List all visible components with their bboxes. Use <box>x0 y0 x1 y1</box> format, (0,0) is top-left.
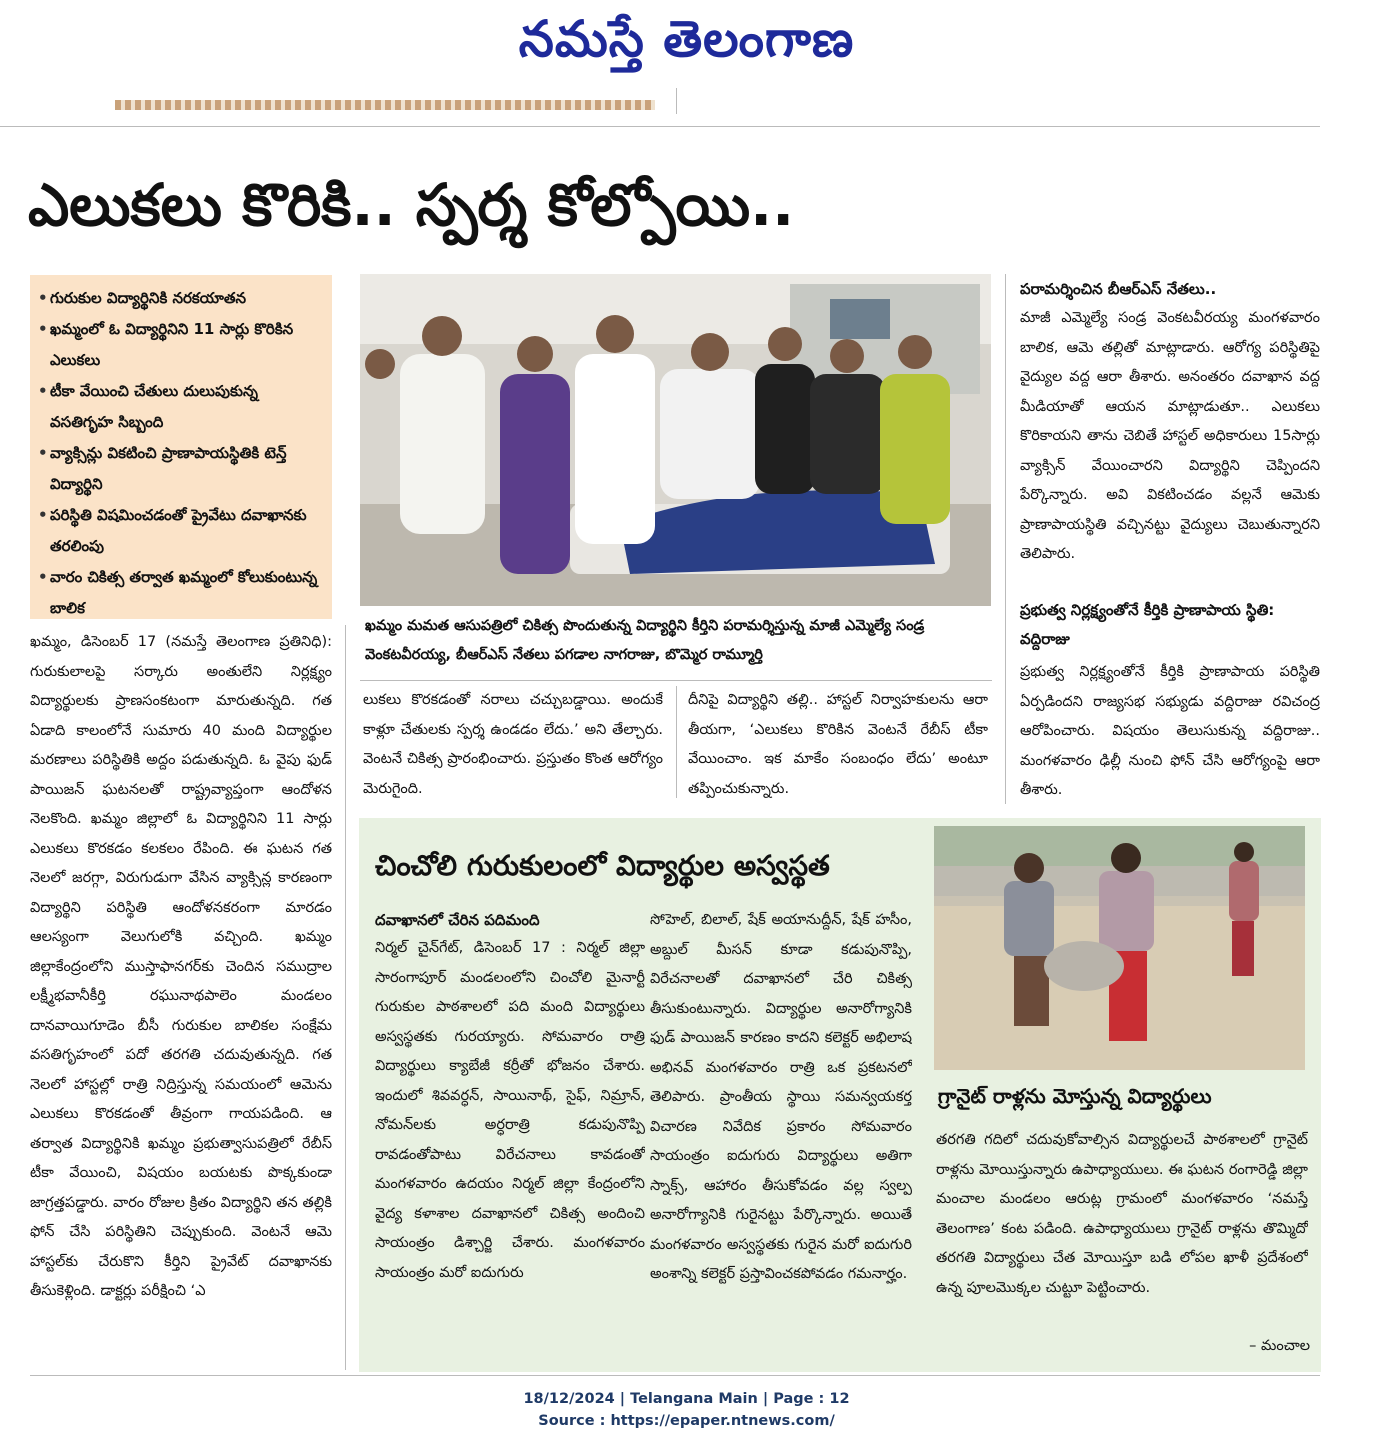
highlight-item: • గురుకుల విద్యార్థినికి నరకయాతన <box>50 283 326 314</box>
hospital-photo <box>360 274 991 606</box>
bottom-divider <box>30 1375 1320 1376</box>
story3-text: తరగతి గదిలో చదువుకోవాల్సిన విద్యార్థులచే పాఠశాలలో గ్రానైట్ రాళ్లను మోయిస్తున్నారు ఉపాధ్యాయులు. ఈ ఘటన రంగారెడ్డి జిల్లా మంచాల మండలం ఆరుట్ల గ్రామంలో మంగళవారం ‘నమస్తే తెలంగాణ’ కంట పడింది. ఉపాధ్యాయులు గ్రానైట్ రాళ్లను తొమ్మిదో తరగతి విద్యార్థులు చేత మోయిస్తూ బడి లోపల ఖాళీ ప్రదేశంలో ఉన్న పూలమొక్కల చుట్టూ పెట్టించారు. <box>936 1132 1308 1296</box>
photo-caption: ఖమ్మం మమత ఆసుపత్రిలో చికిత్స పొందుతున్న విద్యార్థిని కీర్తిని పరామర్శిస్తున్న మాజీ ఎమ్మెల్యే సండ్ర వెంకటవీరయ్య, బీఆర్ఎస్ నేతలు పగడాల నాగరాజు, బొమ్మెర రామ్మూర్తి <box>365 618 925 663</box>
highlight-item: • ఖమ్మంలో ఓ విద్యార్థినిని 11 సార్లు కొరికిన ఎలుకలు <box>50 314 326 376</box>
story3-title: గ్రానైట్ రాళ్లను మోస్తున్న విద్యార్థులు <box>938 1084 1212 1108</box>
highlight-item: • పరిస్థితి విషమించడంతో ప్రైవేటు దవాఖానకు తరలింపు <box>50 500 326 562</box>
headline: ఎలుకలు కొరికి.. స్పర్శ కోల్పోయి.. <box>28 171 795 239</box>
footer-date-line: 18/12/2024 | Telangana Main | Page : 12 <box>523 1391 850 1407</box>
article-right-text-2: ప్రభుత్వ నిర్లక్ష్యంతోనే కీర్తికి ప్రాణాపాయ పరిస్థితి ఏర్పడిందని రాజ్యసభ సభ్యుడు వద్దిరాజు రవిచంద్ర ఆరోపించారు. విషయం తెలుసుకున్న వద్దిరాజు.. మంగళవారం ఢిల్లీ నుంచి ఫోన్ చేసి ఆరోగ్యంపై ఆరా తీశారు. <box>1020 664 1320 798</box>
column-divider <box>676 686 677 798</box>
newspaper-logo: నమస్తే తెలంగాణ <box>518 10 855 68</box>
previous-story-strip <box>115 100 655 110</box>
highlight-item: • వ్యాక్సిన్లు వికటించి ప్రాణాపాయస్థితికి టెన్త్ విద్యార్థిని <box>50 438 326 500</box>
article-column-3: దీనిపై విద్యార్థిని తల్లి.. హాస్టల్ నిర్వాహకులను ఆరా తీయగా, ‘ఎలుకలు కొరికిన వెంటనే రేబీస్ టీకా వేయించాం. ఇక మాకేం సంబంధం లేదు’ అంటూ తప్పించుకున్నారు. <box>688 692 988 797</box>
footer-source-link[interactable]: Source : https://epaper.ntnews.com/ <box>538 1413 835 1429</box>
story2-subhead: దవాఖానలో చేరిన పదిమంది <box>375 911 540 929</box>
strip-divider <box>676 88 677 114</box>
caption-divider <box>360 680 992 681</box>
highlight-item: • వారం చికిత్స తర్వాత ఖమ్మంలో కోలుకుంటున్న బాలిక <box>50 562 326 624</box>
footer <box>0 1388 1373 1432</box>
highlight-item: • టీకా వేయించి చేతులు దులుపుకున్న వసతిగృహ సిబ్బంది <box>50 376 326 438</box>
highlights-box <box>30 275 332 619</box>
top-divider <box>0 126 1320 127</box>
story3-credit: – మంచాల <box>1249 1338 1310 1354</box>
story2-title: చించోలి గురుకులంలో విద్యార్థుల అస్వస్థత <box>375 849 830 882</box>
article-column-2: లుకలు కొరకడంతో నరాలు చచ్చుబడ్డాయి. అందుకే కాళ్లూ చేతులకు స్పర్శ ఉండడం లేదు.’ అని తేల్చారు. వెంటనే చికిత్స ప్రారంభించారు. ప్రస్తుతం కొంత ఆరోగ్యం మెరుగైంది. <box>363 692 663 797</box>
subhead-brs-leaders: పరామర్శించిన బీఆర్ఎస్ నేతలు.. <box>1020 280 1217 298</box>
masthead <box>0 0 1373 80</box>
students-granite-photo <box>934 826 1305 1070</box>
article-right-text-1: మాజీ ఎమ్మెల్యే సండ్ర వెంకటవీరయ్య మంగళవారం బాలిక, ఆమె తల్లితో మాట్లాడారు. ఆరోగ్య పరిస్థితిపై వైద్యుల వద్ద ఆరా తీశారు. అనంతరం దవాఖాన వద్ద మీడియాతో ఆయన మాట్లాడుతూ.. ఎలుకలు కొరికాయని తాను చెబితే హాస్టల్ అధికారులు 15సార్లు వ్యాక్సిన్ వేయించారని విద్యార్థిని చెప్పిందని పేర్కొన్నారు. అవి వికటించడం వల్లనే ఆమెకు ప్రాణాపాయస్థితి వచ్చినట్టు వైద్యులు చెబుతున్నారని తెలిపారు. <box>1020 310 1320 562</box>
story2-column-b: సోహెల్, బిలాల్, షేక్ అయానుద్దీన్, షేక్ హసీం, అబ్దుల్ మీసన్ కూడా కడుపునొప్పి, విరేచనాలతో దవాఖానలో చేరి చికిత్స తీసుకుంటున్నారు. విద్యార్థుల అనారోగ్యానికి ఫుడ్ పాయిజన్ కారణం కాదని కలెక్టర్ అభిలాష అభినవ్ మంగళవారం రాత్రి ఒక ప్రకటనలో తెలిపారు. ప్రాంతీయ స్థాయి సమన్వయకర్త విచారణ నివేదిక ప్రకారం సోమవారం సాయంత్రం ఐదుగురు విద్యార్థులు అతిగా స్నాక్స్, ఆహారం తీసుకోవడం వల్ల స్వల్ప అనారోగ్యానికి గురైనట్టు పేర్కొన్నారు. అయితే మంగళవారం అస్వస్థతకు గురైన మరో ఐదుగురి అంశాన్ని కలెక్టర్ ప్రస్తావించకపోవడం గమనార్హం. <box>650 912 912 1282</box>
story2-column-a: నిర్మల్ చైన్‌గేట్, డిసెంబర్ 17 : నిర్మల్ జిల్లా సారంగాపూర్ మండలంలోని చించోలి మైనార్టీ గురుకుల పాఠశాలలో పది మంది విద్యార్థులు అస్వస్థతకు గురయ్యారు. సోమవారం రాత్రి విద్యార్థులు క్యాబేజీ కర్రీతో భోజనం చేశారు. ఇందులో శివవర్ధన్, సాయినాథ్, సైఫ్, నిమ్రాన్, నోమన్‌లకు అర్ధరాత్రి కడుపునొప్పి రావడంతోపాటు విరేచనాలు కావడంతో మంగళవారం ఉదయం నిర్మల్ జిల్లా కేంద్రంలోని వైద్య కళాశాల దవాఖానలో చికిత్స అందించి సాయంత్రం డిశ్చార్జి చేశారు. మంగళవారం సాయంత్రం మరో ఐదుగురు <box>375 940 645 1281</box>
subhead-vaddiraju: ప్రభుత్వ నిర్లక్ష్యంతోనే కీర్తికి ప్రాణాపాయ స్థితి: వద్దిరాజు <box>1020 601 1275 648</box>
article-column-1: ఖమ్మం, డిసెంబర్ 17 (నమస్తే తెలంగాణ ప్రతినిధి): గురుకులాలపై సర్కారు అంతులేని నిర్లక్ష్యం విద్యార్థులకు ప్రాణసంకటంగా మారుతున్నది. గత ఏడాది కాలంలోనే సుమారు 40 మంది విద్యార్థుల మరణాలు పరిస్థితికి అద్దం పడుతున్నది. ఓ వైపు ఫుడ్ పాయిజన్ ఘటనలతో రాష్ట్రవ్యాప్తంగా ఆందోళన నెలకొంది. ఖమ్మం జిల్లాలో ఓ విద్యార్థినిని 11 సార్లు ఎలుకలు కొరకడం కలకలం రేపింది. ఈ ఘటన గత నెలలో జరగ్గా, విరుగుడుగా వేసిన వ్యాక్సిన్ల కారణంగా విద్యార్థిని పరిస్థితి ఆందోళనకరంగా మారడం ఆలస్యంగా వెలుగులోకి వచ్చింది. ఖమ్మం జిల్లాకేంద్రంలోని ముస్తాఫానగర్‌కు చెందిన సముద్రాల లక్ష్మీభవానీకీర్తి రఘునాథపాలెం మండలం దానవాయిగూడెం బీసీ గురుకుల బాలికల సంక్షేమ వసతిగృహంలో పదో తరగతి చదువుతున్నది. గత నెలలో హాస్టల్లో రాత్రి నిద్రిస్తున్న సమయంలో ఆమెను ఎలుకలు కొరకడంతో తీవ్రంగా గాయపడింది. ఆ తర్వాత విద్యార్థినికి ఖమ్మం ప్రభుత్వాసుపత్రిలో రేబీస్ టీకా వేయించి, విషయం బయటకు పొక్కకుండా జాగ్రత్తపడ్డారు. వారం రోజుల క్రితం విద్యార్థిని తన తల్లికి ఫోన్ చేసి పరిస్థితిని చెప్పుకుంది. వెంటనే ఆమె హాస్టల్‌కు చేరుకొని కీర్తిని ప్రైవేట్ దవాఖానకు తీసుకెళ్లింది. డాక్టర్లు పరీక్షించి ‘ఎ <box>30 634 332 1299</box>
previous-story-strip-right <box>676 96 1221 110</box>
column-divider <box>1005 274 1006 804</box>
column-divider <box>345 625 346 1370</box>
